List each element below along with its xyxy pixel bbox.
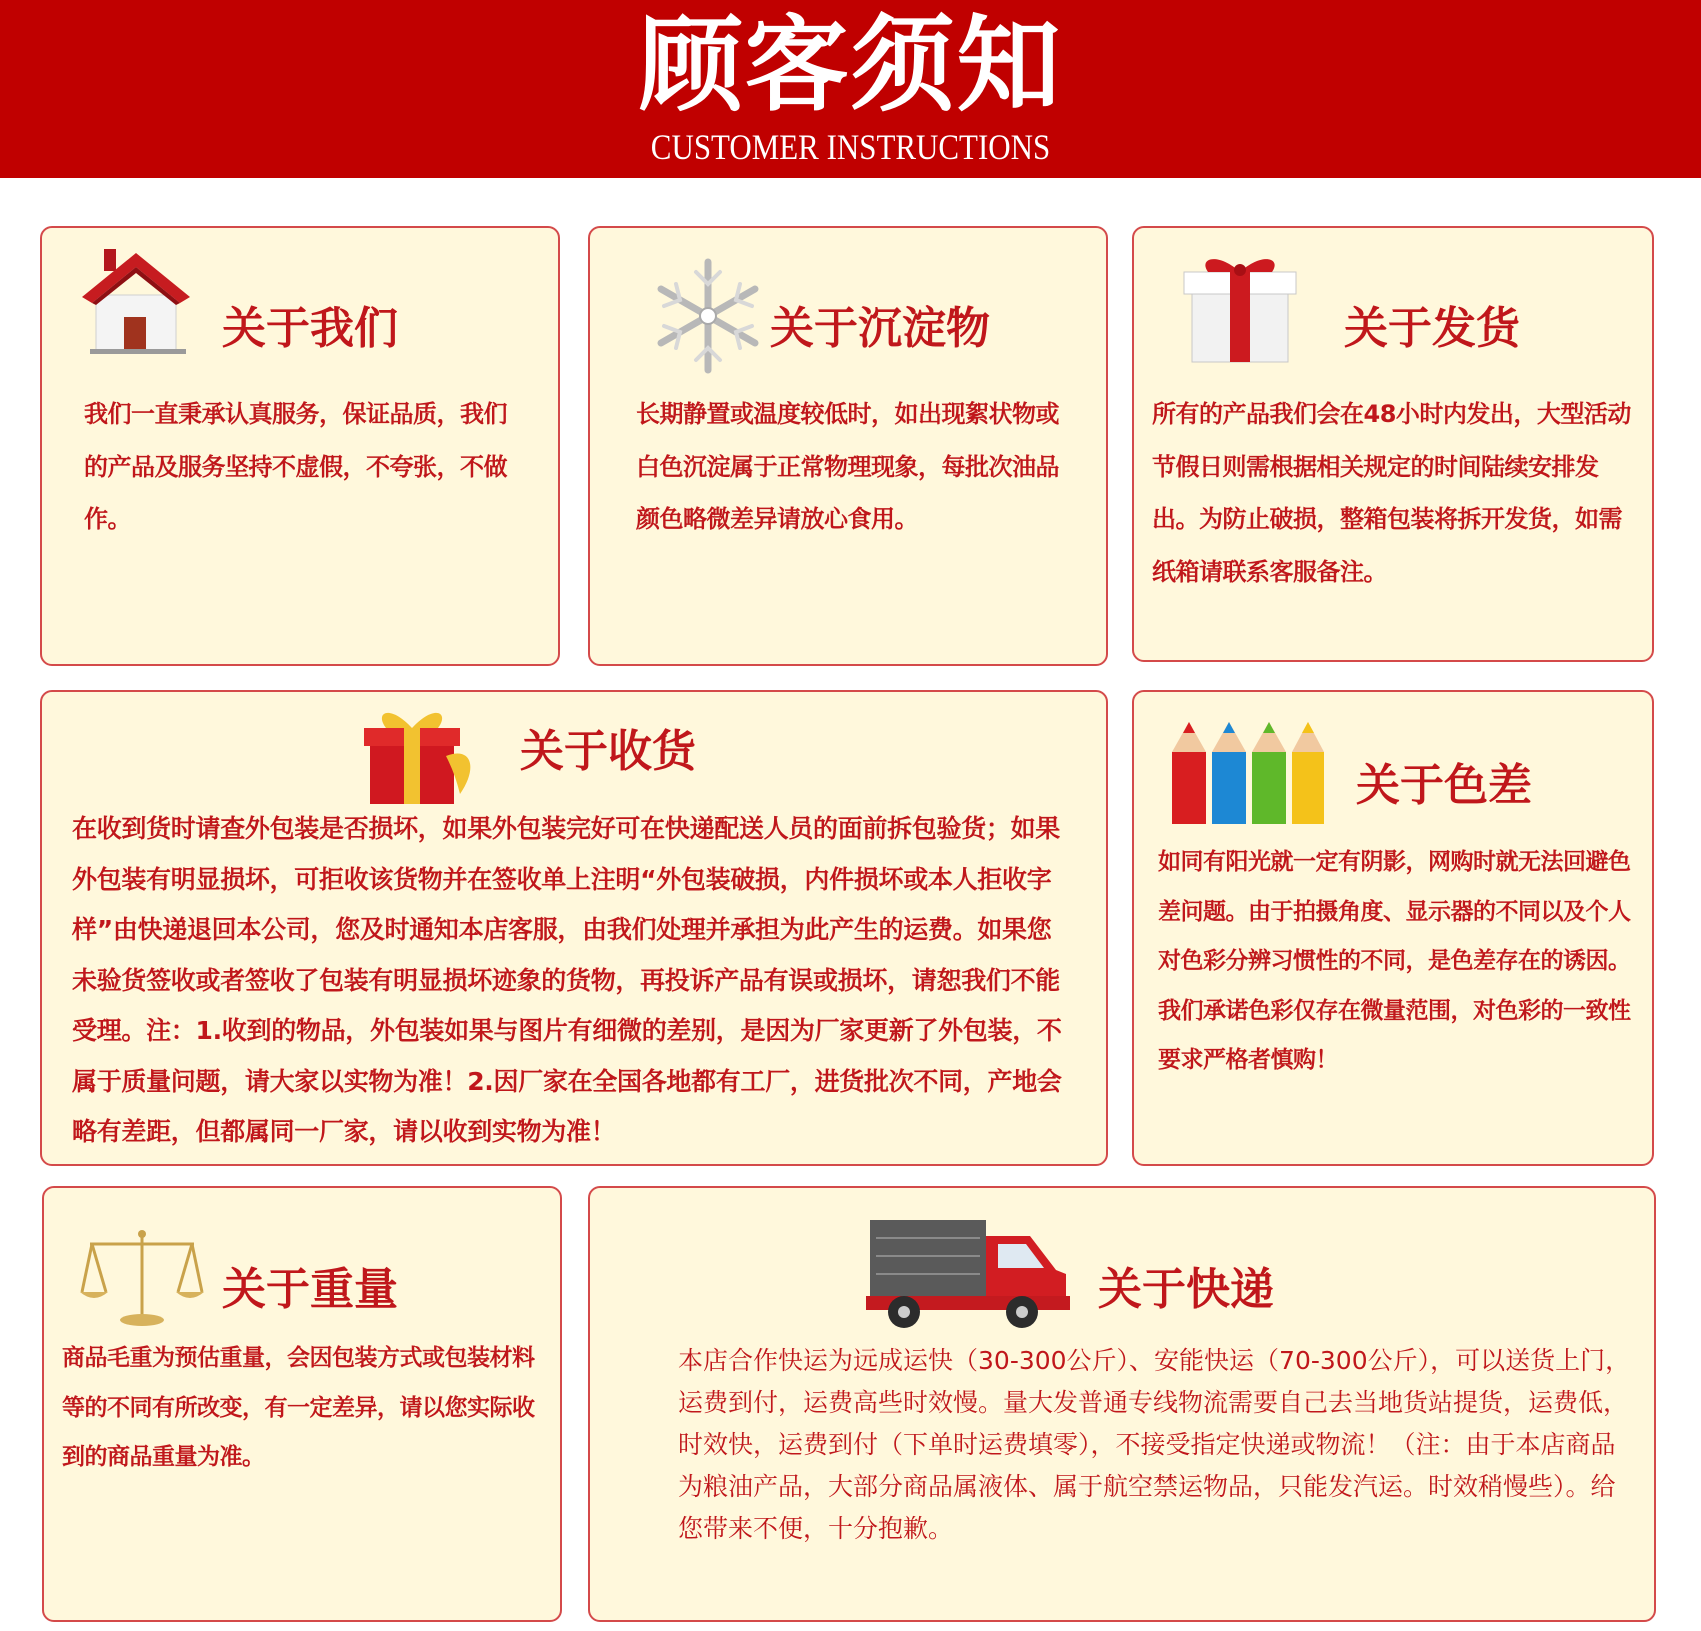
card-sediment bbox=[588, 226, 1108, 666]
card-text-receiving: 在收到货时请查外包装是否损坏，如果外包装完好可在快递配送人员的面前拆包验货；如果外包装有明显损坏，可拒收该货物并在签收单上注明“外包装破损，内件损坏或本人拒收字样”由快递退回本公司，您及时通知本店客服，由我们处理并承担为此产生的运费。如果您未验货签收或者签收了包装有明显损坏迹象的货物，再投诉产品有误或损坏，请恕我们不能受理。注：1.收到的物品，外包装如果与图片有细微的差别，是因为厂家更新了外包装，不属于质量问题，请大家以实物为准！2.因厂家在全国各地都有工厂，进货批次不同，产地会略有差距，但都属同一厂家，请以收到实物为准！ bbox=[72, 814, 1062, 1146]
snowflake-icon bbox=[650, 258, 766, 374]
gift-icon bbox=[360, 698, 480, 808]
card-text-color-difference: 如同有阳光就一定有阴影，网购时就无法回避色差问题。由于拍摄角度、显示器的不同以及个人对色彩分辨习惯性的不同，是色差存在的诱因。我们承诺色彩仅存在微量范围，对色彩的一致性要求严格者慎购！ bbox=[1158, 849, 1631, 1073]
truck-icon bbox=[866, 1214, 1070, 1332]
card-text-weight: 商品毛重为预估重量，会因包装方式或包装材料等的不同有所改变，有一定差异，请以您实际收到的商品重量为准。 bbox=[62, 1345, 535, 1470]
card-title-color-difference: 关于色差 bbox=[1356, 760, 1532, 811]
card-title-receiving: 关于收货 bbox=[520, 726, 696, 777]
card-text-shipping: 所有的产品我们会在48小时内发出，大型活动节假日则需根据相关规定的时间陆续安排发出。为防止破损，整箱包装将拆开发货，如需纸箱请联系客服备注。 bbox=[1152, 400, 1631, 586]
card-title-express: 关于快递 bbox=[1098, 1264, 1274, 1315]
card-title-sediment: 关于沉淀物 bbox=[770, 303, 990, 354]
card-express bbox=[588, 1186, 1656, 1622]
card-title-weight: 关于重量 bbox=[222, 1264, 398, 1315]
page-title: 顾客须知 bbox=[638, 4, 1063, 126]
house-icon bbox=[82, 245, 194, 355]
card-text-about-us: 我们一直秉承认真服务，保证品质，我们的产品及服务坚持不虚假，不夸张，不做作。 bbox=[84, 400, 507, 533]
card-text-express: 本店合作快运为远成运快（30-300公斤）、安能快运（70-300公斤），可以送货上门，运费到付，运费高些时效慢。量大发普通专线物流需要自己去当地货站提货，运费低，时效快，运费到付（下单时运费填零），不接受指定快递或物流！（注：由于本店商品为粮油产品，大部分商品属液体、属于航空禁运物品，只能发汽运。时效稍慢些）。给您带来不便，十分抱歉。 bbox=[678, 1346, 1631, 1543]
page-subtitle: CUSTOMER INSTRUCTIONS bbox=[650, 127, 1051, 167]
header-banner bbox=[0, 0, 1701, 178]
card-title-shipping: 关于发货 bbox=[1344, 303, 1520, 354]
card-shipping bbox=[1132, 226, 1654, 662]
scale-icon bbox=[80, 1228, 204, 1328]
card-weight bbox=[42, 1186, 562, 1622]
card-receiving bbox=[40, 690, 1108, 1166]
card-color-difference bbox=[1132, 690, 1654, 1166]
card-title-about-us: 关于我们 bbox=[222, 303, 398, 354]
pencils-icon bbox=[1170, 716, 1326, 826]
card-text-sediment: 长期静置或温度较低时，如出现絮状物或白色沉淀属于正常物理现象，每批次油品颜色略微差异请放心食用。 bbox=[636, 400, 1059, 533]
gift-box-icon bbox=[1178, 248, 1298, 366]
card-about-us bbox=[40, 226, 560, 666]
